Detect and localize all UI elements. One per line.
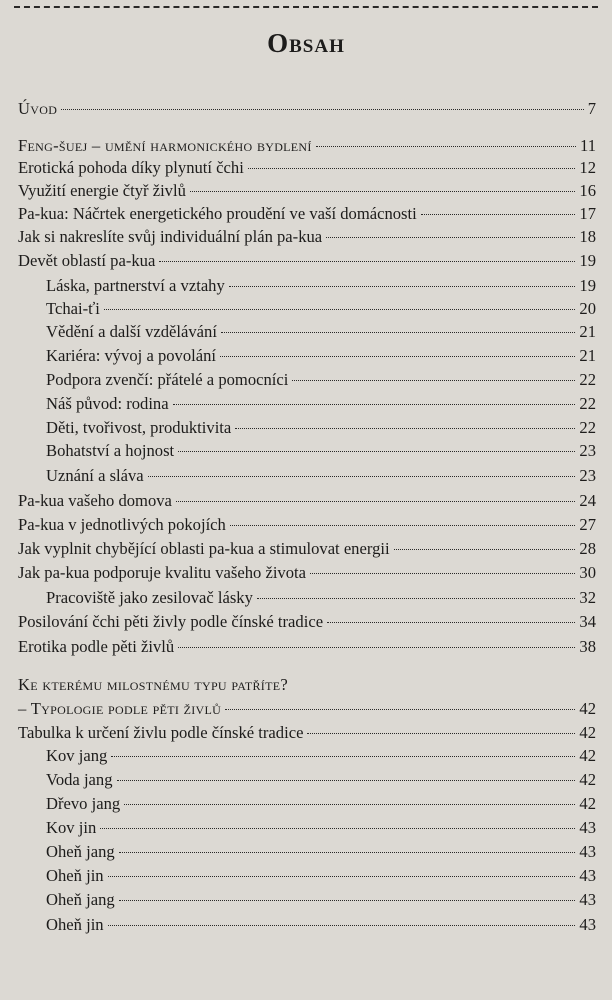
toc-entry-page-number: 34 [579, 612, 596, 631]
toc-entry-title: Voda jang [46, 770, 113, 789]
dot-leader [100, 828, 575, 829]
toc-entry-page-number: 42 [579, 746, 596, 765]
toc-entry[interactable] [46, 322, 596, 343]
dot-leader [178, 647, 575, 648]
toc-entry[interactable] [46, 818, 596, 839]
dot-leader [108, 876, 576, 877]
toc-entry-title: Úvod [18, 99, 58, 118]
toc-entry-title: Kov jang [46, 746, 108, 765]
dot-leader [421, 214, 576, 215]
toc-entry-title: Pa-kua vašeho domova [18, 491, 172, 510]
toc-entry-page-number: 42 [579, 794, 596, 813]
dot-leader [326, 237, 575, 238]
toc-entry[interactable] [46, 418, 596, 439]
toc-entry-page-number: 32 [579, 588, 596, 607]
toc-entry-page-number: 21 [579, 346, 596, 365]
dot-leader [61, 109, 584, 110]
toc-entry-title: Využití energie čtyř živlů [18, 181, 186, 200]
dot-leader [111, 756, 575, 757]
dot-leader [310, 573, 575, 574]
toc-entry[interactable] [46, 466, 596, 487]
dot-leader [117, 780, 576, 781]
toc-entry-page-number: 43 [579, 915, 596, 934]
toc-entry-title: Tabulka k určení živlu podle čínské tradice [18, 723, 304, 742]
toc-entry-title: Jak vyplnit chybějící oblasti pa-kua a stimulovat energii [18, 539, 390, 558]
dot-leader [316, 146, 576, 147]
toc-entry-page-number: 42 [579, 723, 596, 742]
dot-leader [220, 356, 575, 357]
dot-leader [229, 286, 576, 287]
toc-entry-page-number: 22 [579, 418, 596, 437]
dot-leader [257, 598, 576, 599]
toc-entry[interactable] [46, 746, 596, 767]
dot-leader [104, 309, 576, 310]
toc-entry-page-number: 28 [579, 539, 596, 558]
dot-leader [159, 261, 575, 262]
toc-entry-page-number: 43 [579, 842, 596, 861]
dot-leader [119, 852, 576, 853]
toc-entry-page-number: 43 [579, 818, 596, 837]
toc-entry[interactable] [18, 181, 596, 202]
dot-leader [327, 622, 575, 623]
toc-entry-page-number: 20 [579, 299, 596, 318]
toc-entry-page-number: 7 [587, 99, 596, 118]
toc-entry[interactable] [46, 394, 596, 415]
toc-entry-title: Tchai-ťi [46, 299, 100, 318]
toc-entry-page-number: 30 [579, 563, 596, 582]
toc-entry-page-number: 42 [579, 770, 596, 789]
toc-entry[interactable] [46, 842, 596, 863]
toc-entry-page-number: 23 [579, 441, 596, 460]
dot-leader [248, 168, 576, 169]
dot-leader [221, 332, 575, 333]
toc-entry-title: Uznání a sláva [46, 466, 144, 485]
toc-entry-title: Jak si nakreslíte svůj individuální plán pa-kua [18, 227, 323, 246]
toc-entry-title: Pa-kua v jednotlivých pokojích [18, 515, 226, 534]
toc-entry-page-number: 19 [579, 251, 596, 270]
dot-leader [176, 501, 575, 502]
toc-entry-title: – Typologie podle pěti živlů [18, 699, 222, 718]
toc-section-heading: Ke kterému milostnému typu patříte? [18, 675, 289, 694]
toc-entry-title: Láska, partnerství a vztahy [46, 276, 225, 295]
toc-entry-title: Kariéra: vývoj a povolání [46, 346, 217, 365]
toc-entry-title: Oheň jang [46, 842, 115, 861]
toc-entry-title: Vědění a další vzdělávání [46, 322, 217, 341]
toc-entry[interactable] [18, 99, 596, 120]
toc-entry[interactable] [18, 491, 596, 512]
toc-entry-page-number: 38 [579, 637, 596, 656]
toc-entry-title: Pracoviště jako zesilovač lásky [46, 588, 253, 607]
toc-entry-page-number: 24 [579, 491, 596, 510]
toc-entry-page-number: 18 [579, 227, 596, 246]
dot-leader [148, 476, 576, 477]
toc-entry-page-number: 12 [579, 158, 596, 177]
toc-entry[interactable] [46, 915, 596, 936]
toc-entry-title: Pa-kua: Náčrtek energetického proudění ve vaší domácnosti [18, 204, 417, 223]
dot-leader [292, 380, 575, 381]
toc-entry-page-number: 43 [579, 890, 596, 909]
toc-entry[interactable] [18, 227, 596, 248]
toc-entry-title: Jak pa-kua podporuje kvalitu vašeho života [18, 563, 307, 582]
toc-entry-title: Bohatství a hojnost [46, 441, 175, 460]
toc-entry[interactable] [18, 637, 596, 658]
toc-entry-page-number: 11 [580, 136, 596, 155]
dot-leader [225, 709, 575, 710]
toc-entry-title: Kov jin [46, 818, 97, 837]
toc-entry[interactable] [46, 588, 596, 609]
toc-entry-title: Oheň jin [46, 866, 104, 885]
toc-entry[interactable] [46, 276, 596, 297]
toc-entry[interactable] [18, 515, 596, 536]
toc-entry[interactable] [46, 370, 596, 391]
toc-entry[interactable] [46, 866, 596, 887]
toc-entry-page-number: 22 [579, 370, 596, 389]
toc-entry-page-number: 21 [579, 322, 596, 341]
dot-leader [235, 428, 575, 429]
toc-entry[interactable] [46, 794, 596, 815]
toc-entry-page-number: 16 [579, 181, 596, 200]
dot-leader [394, 549, 576, 550]
toc-entry-page-number: 23 [579, 466, 596, 485]
dot-leader [178, 451, 575, 452]
toc-entry[interactable] [18, 563, 596, 584]
top-dashed-rule [14, 6, 598, 8]
toc-entry[interactable] [46, 770, 596, 791]
toc-entry[interactable] [18, 539, 596, 560]
toc-entry-page-number: 22 [579, 394, 596, 413]
dot-leader [119, 900, 576, 901]
toc-entry[interactable] [18, 723, 596, 744]
dot-leader [124, 804, 575, 805]
toc-entry[interactable] [18, 699, 596, 720]
toc-entry[interactable] [46, 346, 596, 367]
toc-entry[interactable] [18, 136, 596, 157]
toc-entry-page-number: 43 [579, 866, 596, 885]
toc-entry-title: Děti, tvořivost, produktivita [46, 418, 232, 437]
toc-entry-title: Devět oblastí pa-kua [18, 251, 156, 270]
toc-entry-page-number: 19 [579, 276, 596, 295]
toc-entry-page-number: 17 [579, 204, 596, 223]
toc-entry[interactable] [18, 158, 596, 179]
toc-entry-title: Oheň jin [46, 915, 104, 934]
toc-entry-title: Oheň jang [46, 890, 115, 909]
toc-entry-title: Posilování čchi pěti živly podle čínské tradice [18, 612, 324, 631]
dot-leader [173, 404, 576, 405]
toc-entry-page-number: 42 [579, 699, 596, 718]
toc-entry-title: Podpora zvenčí: přátelé a pomocníci [46, 370, 289, 389]
dot-leader [230, 525, 576, 526]
dot-leader [307, 733, 575, 734]
toc-entry-title: Náš původ: rodina [46, 394, 169, 413]
toc-entry-title: Dřevo jang [46, 794, 121, 813]
page-title: Obsah [267, 28, 345, 58]
toc-entry-title: Erotika podle pěti živlů [18, 637, 175, 656]
toc-entry[interactable] [18, 204, 596, 225]
toc-entry[interactable] [46, 890, 596, 911]
toc-entry[interactable] [18, 251, 596, 272]
toc-entry[interactable] [18, 612, 596, 633]
toc-entry-title: Erotická pohoda díky plynutí čchi [18, 158, 244, 177]
toc-entry[interactable] [46, 299, 596, 320]
dot-leader [108, 925, 576, 926]
dot-leader [190, 191, 576, 192]
toc-entry-title: Feng-šuej – umění harmonického bydlení [18, 136, 312, 155]
toc-entry[interactable] [46, 441, 596, 462]
toc-entry-page-number: 27 [579, 515, 596, 534]
